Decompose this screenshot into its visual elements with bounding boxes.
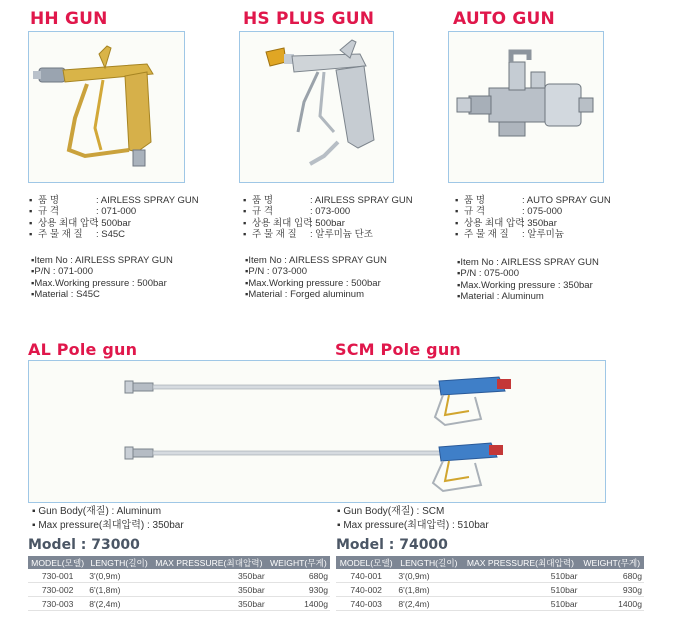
eng-spec-line: ▪P/N : 073-000: [245, 266, 307, 278]
cell-length: 3'(0,9m): [87, 569, 151, 583]
cell-model: 740-001: [336, 569, 396, 583]
cell-model: 740-002: [336, 583, 396, 597]
table-row: [336, 583, 644, 597]
spec-label: 품 명: [252, 195, 273, 206]
auto-gun-specs: ▪ 품 명 : AUTO SPRAY GUN ▪ 규 격 : 075-000 ▪ 상용 최대 압력 : 350bar ▪ 주 물 재 질 : 알루미늄: [455, 195, 611, 241]
auto-gun-title: AUTO GUN: [453, 9, 555, 29]
spec-value: : AIRLESS SPRAY GUN: [310, 195, 413, 206]
spec-label: 규 격: [464, 206, 485, 218]
cell-length: 8'(2,4m): [396, 597, 461, 611]
cell-pressure: 510bar: [461, 583, 579, 597]
hh-gun-specs: ▪ 품 명 : AIRLESS SPRAY GUN ▪ 규 격 : 071-000 ▪ 상용 최대 압력 : 500bar ▪ 주 물 재 질 : S45C: [29, 195, 199, 241]
al-pole-gun-title: AL Pole gun: [28, 340, 138, 359]
spec-label: 주 물 재 질: [464, 229, 509, 241]
auto-gun-eng-specs: [457, 257, 599, 302]
spec-label: 상용 최대 입력: [252, 217, 313, 229]
hh-gun-eng-specs: [31, 255, 173, 300]
al-max-pressure: ▪ Max pressure(최대압력) : 350bar: [32, 520, 184, 531]
spec-label: 품 명: [38, 195, 59, 206]
cell-weight: 930g: [267, 583, 330, 597]
al-body-info: [32, 505, 184, 533]
hs-plus-gun-title: HS PLUS GUN: [243, 9, 375, 29]
cell-length: 3'(0,9m): [396, 569, 461, 583]
cell-pressure: 510bar: [461, 569, 579, 583]
auto-gun-image: [448, 31, 604, 183]
spec-value: : 071-000: [96, 206, 137, 218]
hs-plus-gun-eng-specs: [245, 255, 387, 300]
al-model-title: Model : 73000: [28, 537, 140, 553]
pole-guns-image: [28, 360, 606, 503]
col-model: MODEL(모델): [336, 556, 396, 569]
eng-spec-line: ▪P/N : 071-000: [31, 266, 93, 278]
table-row: [28, 583, 330, 597]
eng-spec-line: ▪P/N : 075-000: [457, 268, 519, 280]
spec-value: : S45C: [96, 229, 126, 241]
scm-model-table: [336, 556, 644, 611]
cell-length: 6'(1,8m): [396, 583, 461, 597]
hs-plus-gun-image: [239, 31, 394, 183]
table-row: [336, 569, 644, 583]
cell-pressure: 350bar: [151, 597, 267, 611]
cell-weight: 680g: [267, 569, 330, 583]
hs-plus-gun-specs: ▪ 품 명 : AIRLESS SPRAY GUN ▪ 규 격 : 073-000 ▪ 상용 최대 입력 : 500bar ▪ 주 물 재 질 : 알루미늄 단조: [243, 195, 413, 241]
scm-model-title: Model : 74000: [336, 537, 448, 553]
col-length: LENGTH(길이): [396, 556, 461, 569]
cell-pressure: 350bar: [151, 569, 267, 583]
hh-gun-title: HH GUN: [30, 9, 108, 29]
col-weight: WEIGHT(무게): [580, 556, 645, 569]
table-header-row: [28, 556, 330, 569]
spec-value: : 알루미늄 단조: [310, 229, 373, 241]
spec-label: 규 격: [38, 206, 59, 218]
cell-length: 8'(2,4m): [87, 597, 151, 611]
cell-model: 730-003: [28, 597, 87, 611]
scm-pole-gun-title: SCM Pole gun: [335, 340, 462, 359]
spec-label: 품 명: [464, 195, 485, 206]
hh-gun-image: [28, 31, 185, 183]
spec-value: : AUTO SPRAY GUN: [522, 195, 611, 206]
eng-spec-line: ▪Material : S45C: [31, 288, 100, 300]
eng-spec-line: ▪Max.Working pressure : 350bar: [457, 279, 593, 291]
eng-spec-line: ▪Max.Working pressure : 500bar: [31, 277, 167, 289]
al-gun-body: ▪ Gun Body(재질) : Aluminum: [32, 506, 162, 517]
col-max-pressure: MAX PRESSURE(최대압력): [151, 556, 267, 569]
col-model: MODEL(모델): [28, 556, 87, 569]
table-row: [28, 597, 330, 611]
col-max-pressure: MAX PRESSURE(최대압력): [461, 556, 579, 569]
cell-weight: 1400g: [267, 597, 330, 611]
eng-spec-line: ▪Item No : AIRLESS SPRAY GUN: [457, 257, 599, 268]
spec-label: 규 격: [252, 206, 273, 218]
table-row: [336, 597, 644, 611]
cell-weight: 1400g: [580, 597, 645, 611]
cell-length: 6'(1,8m): [87, 583, 151, 597]
eng-spec-line: ▪Material : Aluminum: [457, 290, 544, 302]
spec-value: : 350bar: [522, 217, 557, 229]
al-model-table: [28, 556, 330, 611]
eng-spec-line: ▪Item No : AIRLESS SPRAY GUN: [31, 255, 173, 266]
cell-weight: 930g: [580, 583, 645, 597]
spec-label: 주 물 재 질: [252, 229, 297, 241]
table-header-row: [336, 556, 644, 569]
spec-value: : 500bar: [310, 217, 345, 229]
cell-pressure: 510bar: [461, 597, 579, 611]
spec-value: : 073-000: [310, 206, 351, 218]
spec-value: : AIRLESS SPRAY GUN: [96, 195, 199, 206]
table-row: [28, 569, 330, 583]
scm-max-pressure: ▪ Max pressure(최대압력) : 510bar: [337, 520, 489, 531]
col-weight: WEIGHT(무게): [267, 556, 330, 569]
spec-value: : 500bar: [96, 217, 131, 229]
spec-label: 상용 최대 압력: [38, 217, 99, 229]
spec-value: : 075-000: [522, 206, 563, 218]
eng-spec-line: ▪Material : Forged aluminum: [245, 288, 365, 300]
spec-value: : 알루미늄: [522, 229, 564, 241]
spec-label: 상용 최대 압력: [464, 217, 525, 229]
scm-body-info: [337, 505, 489, 533]
scm-gun-body: ▪ Gun Body(재질) : SCM: [337, 506, 445, 517]
cell-model: 740-003: [336, 597, 396, 611]
cell-weight: 680g: [580, 569, 645, 583]
cell-model: 730-001: [28, 569, 87, 583]
eng-spec-line: ▪Max.Working pressure : 500bar: [245, 277, 381, 289]
spec-label: 주 물 재 질: [38, 229, 83, 241]
col-length: LENGTH(길이): [87, 556, 151, 569]
cell-model: 730-002: [28, 583, 87, 597]
cell-pressure: 350bar: [151, 583, 267, 597]
eng-spec-line: ▪Item No : AIRLESS SPRAY GUN: [245, 255, 387, 266]
